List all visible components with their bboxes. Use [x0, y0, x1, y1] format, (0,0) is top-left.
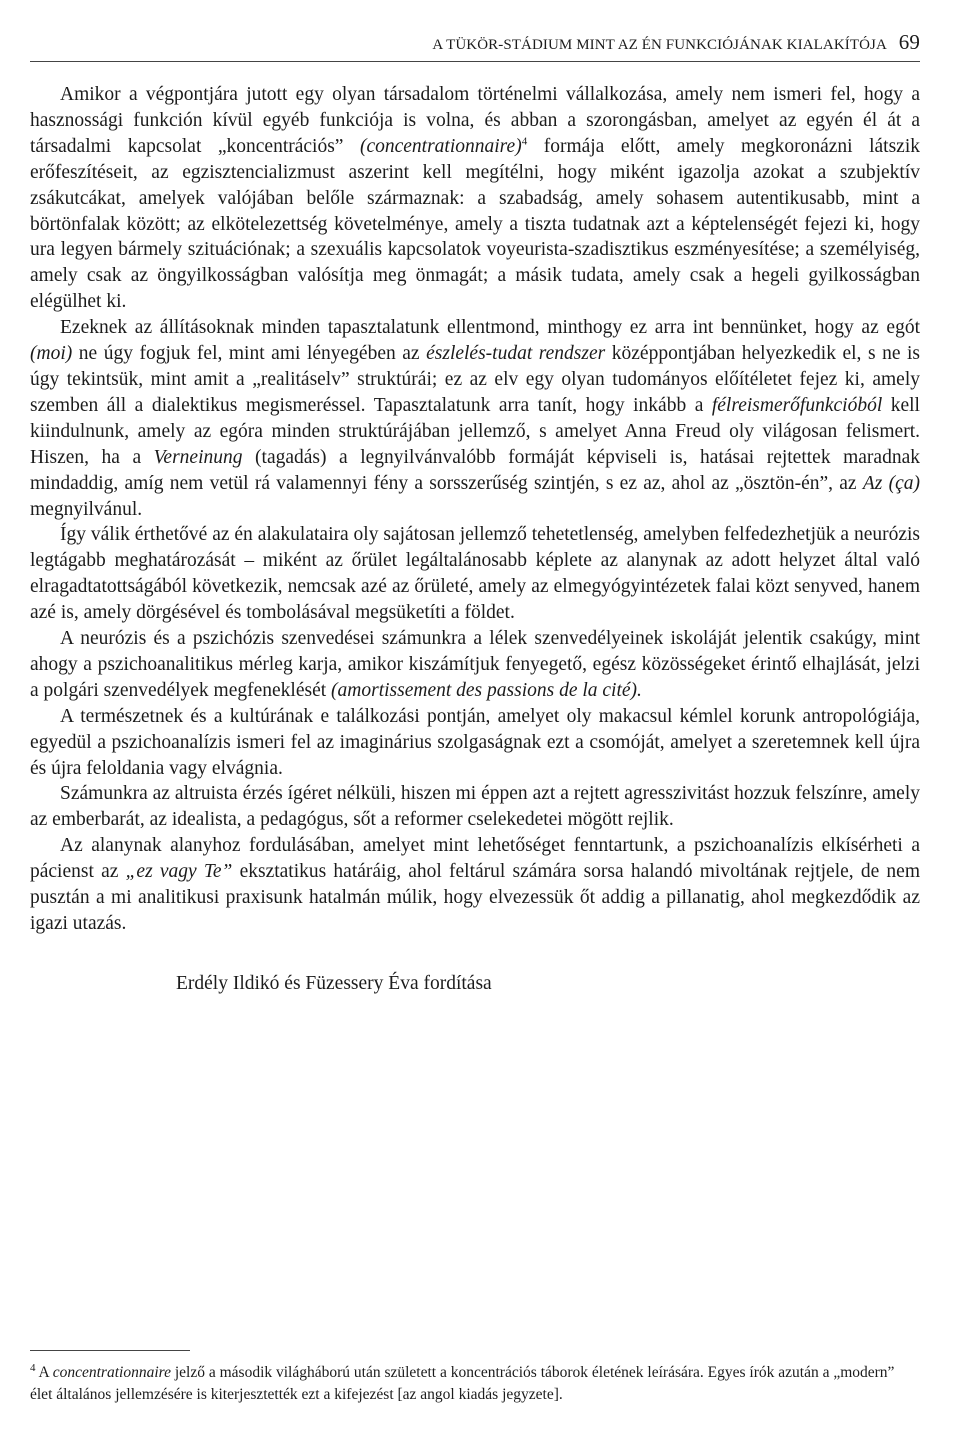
- translator-credit: Erdély Ildikó és Füzessery Éva fordítása: [176, 972, 492, 994]
- paragraph: [30, 833, 920, 937]
- text-run: Amikor a végpontjára jutott egy olyan társadalom történelmi vállalkozása, amely nem ismeri fel, hogy a hasznossági funkción kívül egyéb funkciója is volna, és abban a szorongásban, amelyet az egyén él át a társadalmi kapcsolat „koncentrációs”: [30, 84, 920, 157]
- italic-text: Verneinung: [153, 446, 243, 468]
- text-run: megnyilvánul.: [30, 498, 143, 520]
- italic-text: (amortissement des passions de la cité).: [331, 679, 642, 701]
- italic-text: „ez vagy Te”: [125, 861, 233, 883]
- text-run: A természetnek és a kultúrának e találkozási pontján, amelyet oly makacsul kémlel korunk antropológiája, egyedül a pszichoanalízis ismeri fel az imaginárius szolgaságnak ezt a csomóját, amelyet a szeretemnek kell újra és újra feloldania vagy elvágnia.: [30, 705, 920, 779]
- footnote: [30, 1362, 920, 1406]
- paragraph: [30, 522, 920, 626]
- text-run: kell kiindulnunk, amely az egóra minden struktúrájában jellemző, s amelyet Anna Freud oly világosan felismert. Hiszen, ha a: [30, 394, 920, 468]
- italic-text: (concentrationnaire): [359, 135, 522, 157]
- text-run: Így válik érthetővé az én alakulataira oly sajátosan jellemző tehetetlenség, amelyben felfedezhetjük a neurózis legtágabb meghatározását – miként az őrület legáltalánosabb képlete az alanynak az adott helyzet által való elragadtatottságából következik, nemcsak azé az őrületé, amely az elmegyógyintézetek falai közt senyved, hanem azé is, amely dörgésével és tombolásával megsüketíti a földet.: [30, 524, 920, 624]
- text-run: formája előtt, amely megkoronázni látszik erőfeszítéseit, az egzisztencializmust aszerint kell megítélni, hogy miként igazolja azokat a szubjektív zsákutcákat, amelyek valójában belőle származnak: a szabadság, amely sohasem autentikusabb, mint a börtönfalak között; az elkötelezettség követelménye, amely a tiszta tudatnak azt a képtelenségét fejezi ki, hogy ura legyen bármely szituációnak; a szexuális kapcsolatok voyeurista-szadisztikus eszményesítése; a személyiség, amely csak az öngyilkosságban valósítja meg önmagát; a másik tudata, amely csak a hegeli gyilkosságban elégülhet ki.: [30, 135, 920, 313]
- text-run: középpontjában helyezkedik el, s ne is úgy tekintsük, mint amit a „realitáselv” struktúrái; ez az elv egy olyan tudományos előítéletet fejez ki, amely szemben áll a dialektikus megismeréssel. Tapasztalatunk arra tanít, hogy inkább a: [30, 343, 921, 416]
- text-run: Az alanynak alanyhoz fordulásában, amelyet mint lehetőséget fenntartunk, a pszichoanalízis elkísérheti a pácienst az: [30, 835, 920, 883]
- body-text: [30, 82, 920, 997]
- paragraph: [30, 626, 920, 704]
- italic-text: Az (ça): [862, 472, 920, 494]
- page-number: 69: [898, 30, 920, 54]
- italic-text: félreismerőfunkcióból: [711, 394, 883, 416]
- running-title: A TÜKÖR-STÁDIUM MINT AZ ÉN FUNKCIÓJÁNAK KIALAKÍTÓJA: [432, 37, 887, 53]
- text-run: (tagadás) a legnyilvánvalóbb formáját képviseli is, hatásai rejtettek maradnak mindaddig, amíg nem vetül rá valamennyi fény a sorsszerűség szintjén, s ez az, ahol az „ösztön-én”, az: [30, 446, 920, 494]
- paragraph: [30, 781, 920, 833]
- text-run: Ezeknek az állításoknak minden tapasztalatunk ellentmond, minthogy ez arra int bennünket, hogy az egót: [60, 317, 920, 339]
- text-run: jelző a második világháború után született a koncentrációs táborok életének leírására. Egyes írók azután a „modern” élet általános jellemzésére is kiterjesztették ezt a kifejezést [az angol kiadás jegyzete].: [30, 1364, 895, 1403]
- text-run: eksztatikus határáig, ahol feltárul számára sorsa halandó mivoltának rejtjele, de nem pusztán a mi analitikusi praxisunk hatalmán múlik, hogy elvezessük őt addig a pillanatig, ahol megkezdődik az igazi utazás.: [30, 861, 920, 934]
- footnote-divider: [30, 1350, 190, 1351]
- italic-text: (moi): [30, 343, 73, 365]
- footnote-marker: 4: [521, 135, 528, 148]
- text-run: A: [35, 1364, 53, 1381]
- paragraph: [30, 704, 920, 782]
- footnote-marker: 4: [30, 1361, 36, 1374]
- paragraph: [30, 315, 920, 522]
- text-run: A neurózis és a pszichózis szenvedései számunkra a lélek szenvedélyeinek iskoláját jelentik csakúgy, mint ahogy a pszichoanalitikus mérleg karja, amikor kiszámítjuk fenyegető, egész közösségeket érintő elhajlását, jelzi a polgári szenvedélyek megfeneklését: [30, 628, 920, 701]
- text-run: ne úgy fogjuk fel, mint ami lényegében az: [72, 343, 427, 365]
- italic-text: concentrationnaire: [52, 1364, 171, 1381]
- paragraph: [30, 82, 920, 315]
- running-header: [30, 30, 920, 62]
- text-run: Számunkra az altruista érzés ígéret nélküli, hiszen mi éppen azt a rejtett agresszivitást hozzuk felszínre, amely az emberbarát, az idealista, a pedagógus, sőt a reformer cselekedetei mögött rejlik.: [30, 783, 920, 831]
- italic-text: észlelés-tudat rendszer: [426, 343, 606, 365]
